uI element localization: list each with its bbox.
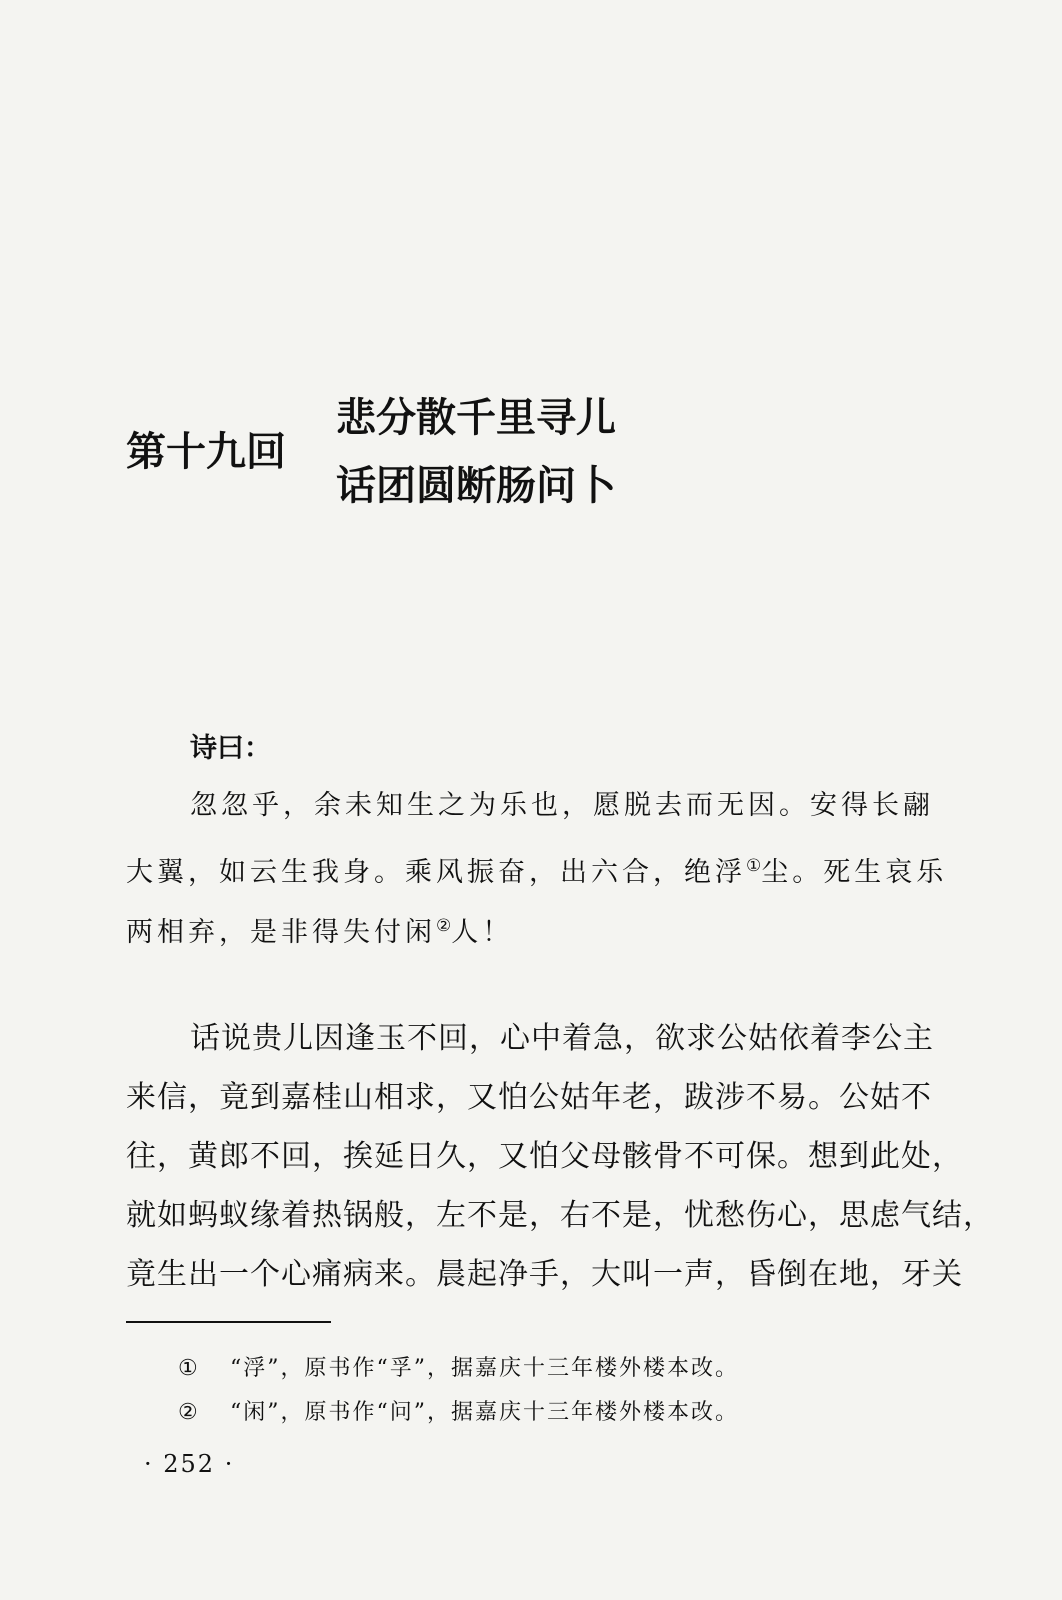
footnote-ref-1: ① <box>746 856 762 876</box>
footnote-2-marker: ② <box>178 1400 200 1425</box>
footnote-2 <box>178 1400 739 1426</box>
prose-line-5: 竟生出一个心痛病来。晨起净手，大叫一声，昏倒在地，牙关 <box>126 1257 963 1292</box>
poem-line-2 <box>126 851 947 888</box>
footnote-1 <box>178 1356 739 1382</box>
chapter-number: 第十九回 <box>126 429 286 475</box>
prose-line-3: 往，黄郎不回，挨延日久，又怕父母骸骨不可保。想到此处， <box>126 1139 963 1174</box>
poem-label: 诗曰： <box>190 733 271 764</box>
poem-line-3-tail: 人！ <box>451 917 514 948</box>
footnote-1-marker: ① <box>178 1356 200 1381</box>
prose-line-2: 来信，竟到嘉桂山相求，又怕公姑年老，跋涉不易。公姑不 <box>126 1080 932 1115</box>
footnote-divider <box>126 1321 331 1323</box>
poem-line-2-text: 大翼，如云生我身。乘风振奋，出六合，绝浮 <box>126 857 746 888</box>
poem-line-3 <box>126 911 513 948</box>
poem-line-3-text: 两相弃，是非得失付闲 <box>126 917 436 948</box>
poem-line-2-tail: 尘。死生哀乐 <box>761 857 948 888</box>
footnote-ref-2: ② <box>436 916 452 936</box>
chapter-title-line-2: 话团圆断肠问卜 <box>336 463 616 509</box>
page-number: · 252 · <box>144 1450 235 1478</box>
footnote-1-text: “浮”，原书作“孚”，据嘉庆十三年楼外楼本改。 <box>230 1356 739 1381</box>
poem-line-1: 忽忽乎，余未知生之为乐也，愿脱去而无因。安得长翮 <box>190 790 934 821</box>
prose-line-4: 就如蚂蚁缘着热锅般，左不是，右不是，忧愁伤心，思虑气结， <box>126 1198 994 1233</box>
chapter-title-line-1: 悲分散千里寻儿 <box>336 395 616 441</box>
footnote-2-text: “闲”，原书作“问”，据嘉庆十三年楼外楼本改。 <box>230 1400 739 1425</box>
prose-line-1: 话说贵儿因逢玉不回，心中着急，欲求公姑依着李公主 <box>190 1021 934 1056</box>
